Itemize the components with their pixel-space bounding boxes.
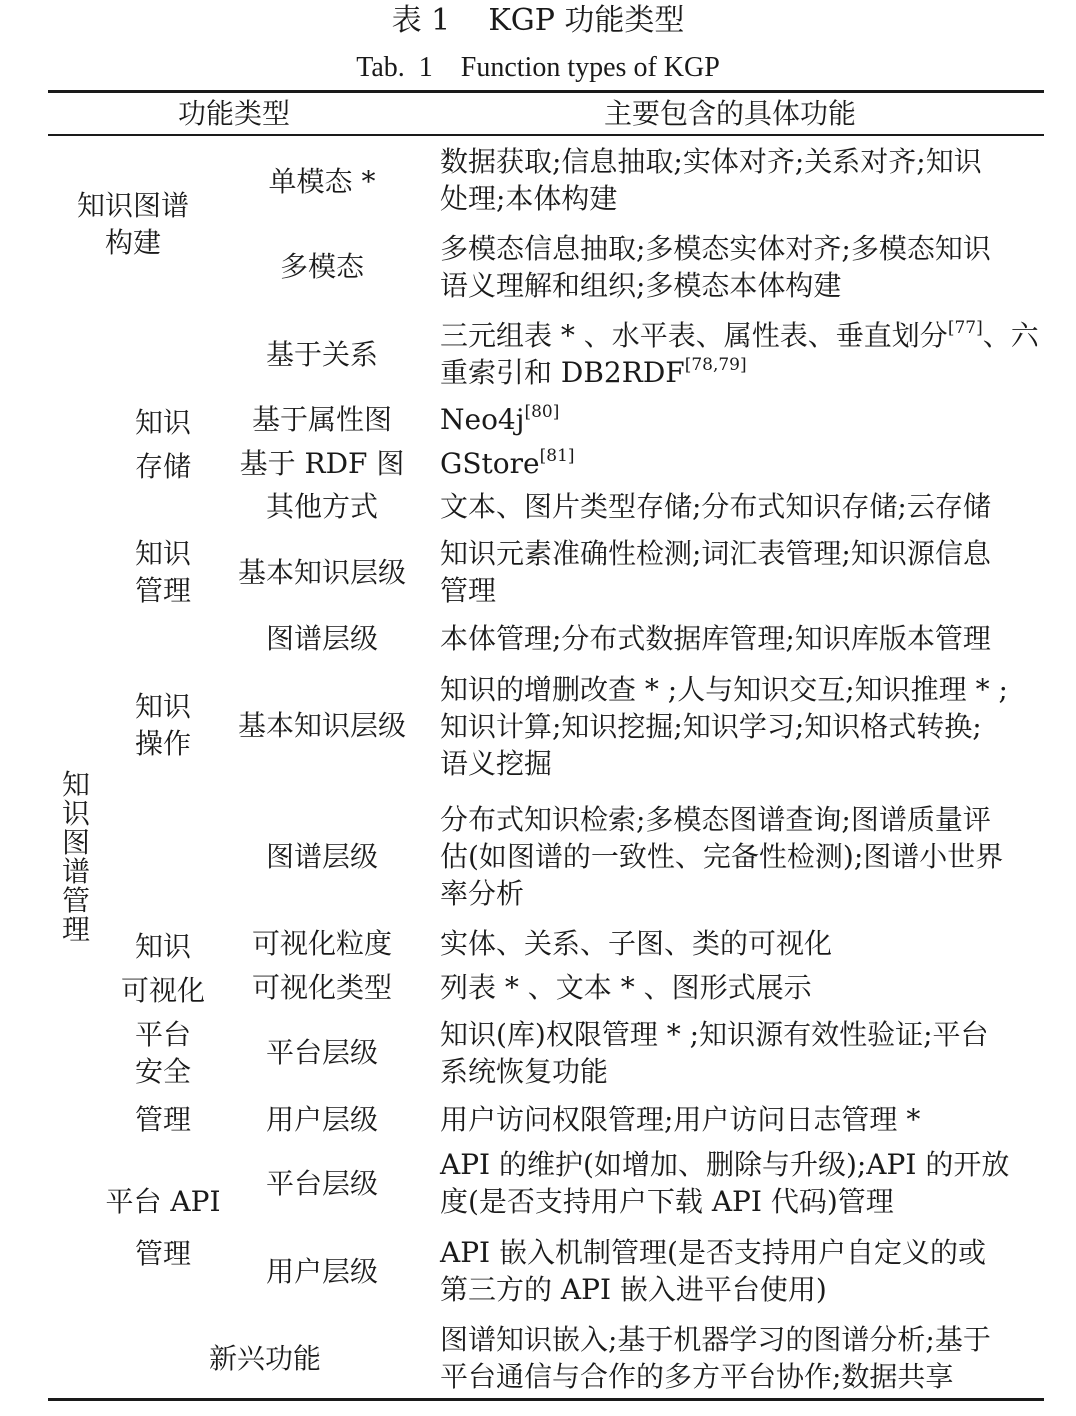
functions-operation-graph [440,801,1040,912]
functions-management-graph: 本体管理;分布式数据库管理;知识库版本管理 [440,622,991,655]
function-line: API 嵌入机制管理(是否支持用户自定义的或 [440,1236,986,1269]
category-platform-security [120,1016,206,1090]
function-line [440,354,1040,391]
function-line: 管理 [440,574,497,607]
category-platform-api-management: 管理 [134,1237,191,1270]
category-knowledge-management [120,535,206,609]
subcategory-property-graph: 基于属性图 [251,403,392,436]
function-line: 知识元素准确性检测;词汇表管理;知识源信息 [440,537,991,570]
citation: [81] [539,446,575,466]
function-line: API 的维护(如增加、删除与升级);API 的开放 [440,1148,1010,1181]
function-line: 知识计算;知识挖掘;知识学习;知识格式转换; [440,710,982,743]
subcategory-rdf-graph: 基于 RDF 图 [239,447,405,480]
function-line: 分布式知识检索;多模态图谱查询;图谱质量评 [440,803,991,836]
category-line: 构建 [104,226,161,259]
subcategory-single-modal: 单模态 * [268,165,376,198]
subcategory-graph-level: 图谱层级 [265,622,378,655]
subcategory-visualization-type: 可视化类型 [251,971,392,1004]
category-knowledge-storage [120,401,206,489]
bottom-rule [48,1398,1044,1401]
category-line: 可视化 [120,974,205,1007]
subcategory-other-methods: 其他方式 [265,490,378,523]
function-text: GStore [440,447,540,480]
top-rule [48,90,1044,93]
citation: [78,79] [684,355,747,375]
subcategory-multi-modal: 多模态 [279,250,364,283]
category-kg-construction [70,187,196,261]
subcategory-graph-level: 图谱层级 [265,840,378,873]
citation: [80] [524,402,560,422]
function-line: 知识(库)权限管理 * ;知识源有效性验证;平台 [440,1018,989,1051]
category-line: 知识图谱 [76,189,189,222]
function-text: 重索引和 DB2RDF [440,356,685,389]
header-function-type: 功能类型 [178,97,291,130]
category-line: 管理 [134,574,191,607]
function-line: 知识的增删改查 * ;人与知识交互;知识推理 * ; [440,673,1008,706]
functions-security-platform [440,1016,1040,1090]
function-line: 系统恢复功能 [440,1055,609,1088]
functions-rdf-graph [440,445,1040,482]
function-line: 处理;本体构建 [440,182,618,215]
subcategory-user-level: 用户层级 [265,1103,378,1136]
function-line: 多模态信息抽取;多模态实体对齐;多模态知识 [440,232,991,265]
category-line: 知识 [134,406,191,439]
function-text: Neo4j [440,403,525,436]
category-emerging-functions: 新兴功能 [208,1342,321,1375]
function-line: 率分析 [440,877,525,910]
function-line: 度(是否支持用户下载 API 代码)管理 [440,1185,894,1218]
functions-single-modal [440,143,1040,217]
category-knowledge-visualization [110,925,216,1013]
functions-multi-modal [440,230,1040,304]
category-platform-security-management: 管理 [134,1103,191,1136]
category-line: 知识 [134,930,191,963]
header-rule [48,134,1044,136]
header-specific-functions: 主要包含的具体功能 [604,97,857,130]
subcategory-relation-based: 基于关系 [265,338,378,371]
table-title-chinese: 表 1 KGP 功能类型 [391,3,685,38]
category-line: 安全 [134,1055,191,1088]
subcategory-basic-knowledge-level: 基本知识层级 [237,709,406,742]
subcategory-basic-knowledge-level: 基本知识层级 [237,556,406,589]
category-line: 存储 [134,450,191,483]
functions-emerging [440,1321,1040,1395]
category-knowledge-operation [120,688,206,762]
subcategory-user-level: 用户层级 [265,1255,378,1288]
category-line: 操作 [134,727,191,760]
functions-visualization-type: 列表 * 、文本 * 、图形式展示 [440,971,812,1004]
function-line: 语义理解和组织;多模态本体构建 [440,269,842,302]
functions-api-user [440,1234,1040,1308]
table-title-english: Tab. 1 Function types of KGP [356,52,720,83]
group-label-kg-management: 知识图谱管理 [61,768,90,946]
function-line: 平台通信与合作的多方平台协作;数据共享 [440,1360,954,1393]
function-line: 第三方的 API 嵌入进平台使用) [440,1273,827,1306]
subcategory-platform-level: 平台层级 [265,1167,378,1200]
functions-security-user: 用户访问权限管理;用户访问日志管理 * [440,1103,921,1136]
functions-management-basic [440,535,1040,609]
category-line: 平台 [134,1018,191,1051]
category-platform-api: 平台 API [105,1185,221,1218]
functions-other-methods: 文本、图片类型存储;分布式知识存储;云存储 [440,490,991,523]
functions-operation-basic [440,671,1040,782]
functions-property-graph [440,401,1040,438]
function-text: 三元组表 * 、水平表、属性表、垂直划分 [440,319,948,352]
function-text: 、六 [982,319,1039,352]
function-line: 语义挖掘 [440,747,553,780]
citation: [77] [947,318,983,338]
function-line: 图谱知识嵌入;基于机器学习的图谱分析;基于 [440,1323,991,1356]
category-line: 知识 [134,537,191,570]
subcategory-visualization-granularity: 可视化粒度 [251,927,392,960]
function-line: 数据获取;信息抽取;实体对齐;关系对齐;知识 [440,145,982,178]
functions-visualization-granularity: 实体、关系、子图、类的可视化 [440,927,833,960]
functions-relation-based [440,317,1040,391]
functions-api-platform [440,1146,1040,1220]
subcategory-platform-level: 平台层级 [265,1036,378,1069]
function-line [440,317,1040,354]
category-line: 知识 [134,690,191,723]
function-line: 估(如图谱的一致性、完备性检测);图谱小世界 [440,840,1004,873]
